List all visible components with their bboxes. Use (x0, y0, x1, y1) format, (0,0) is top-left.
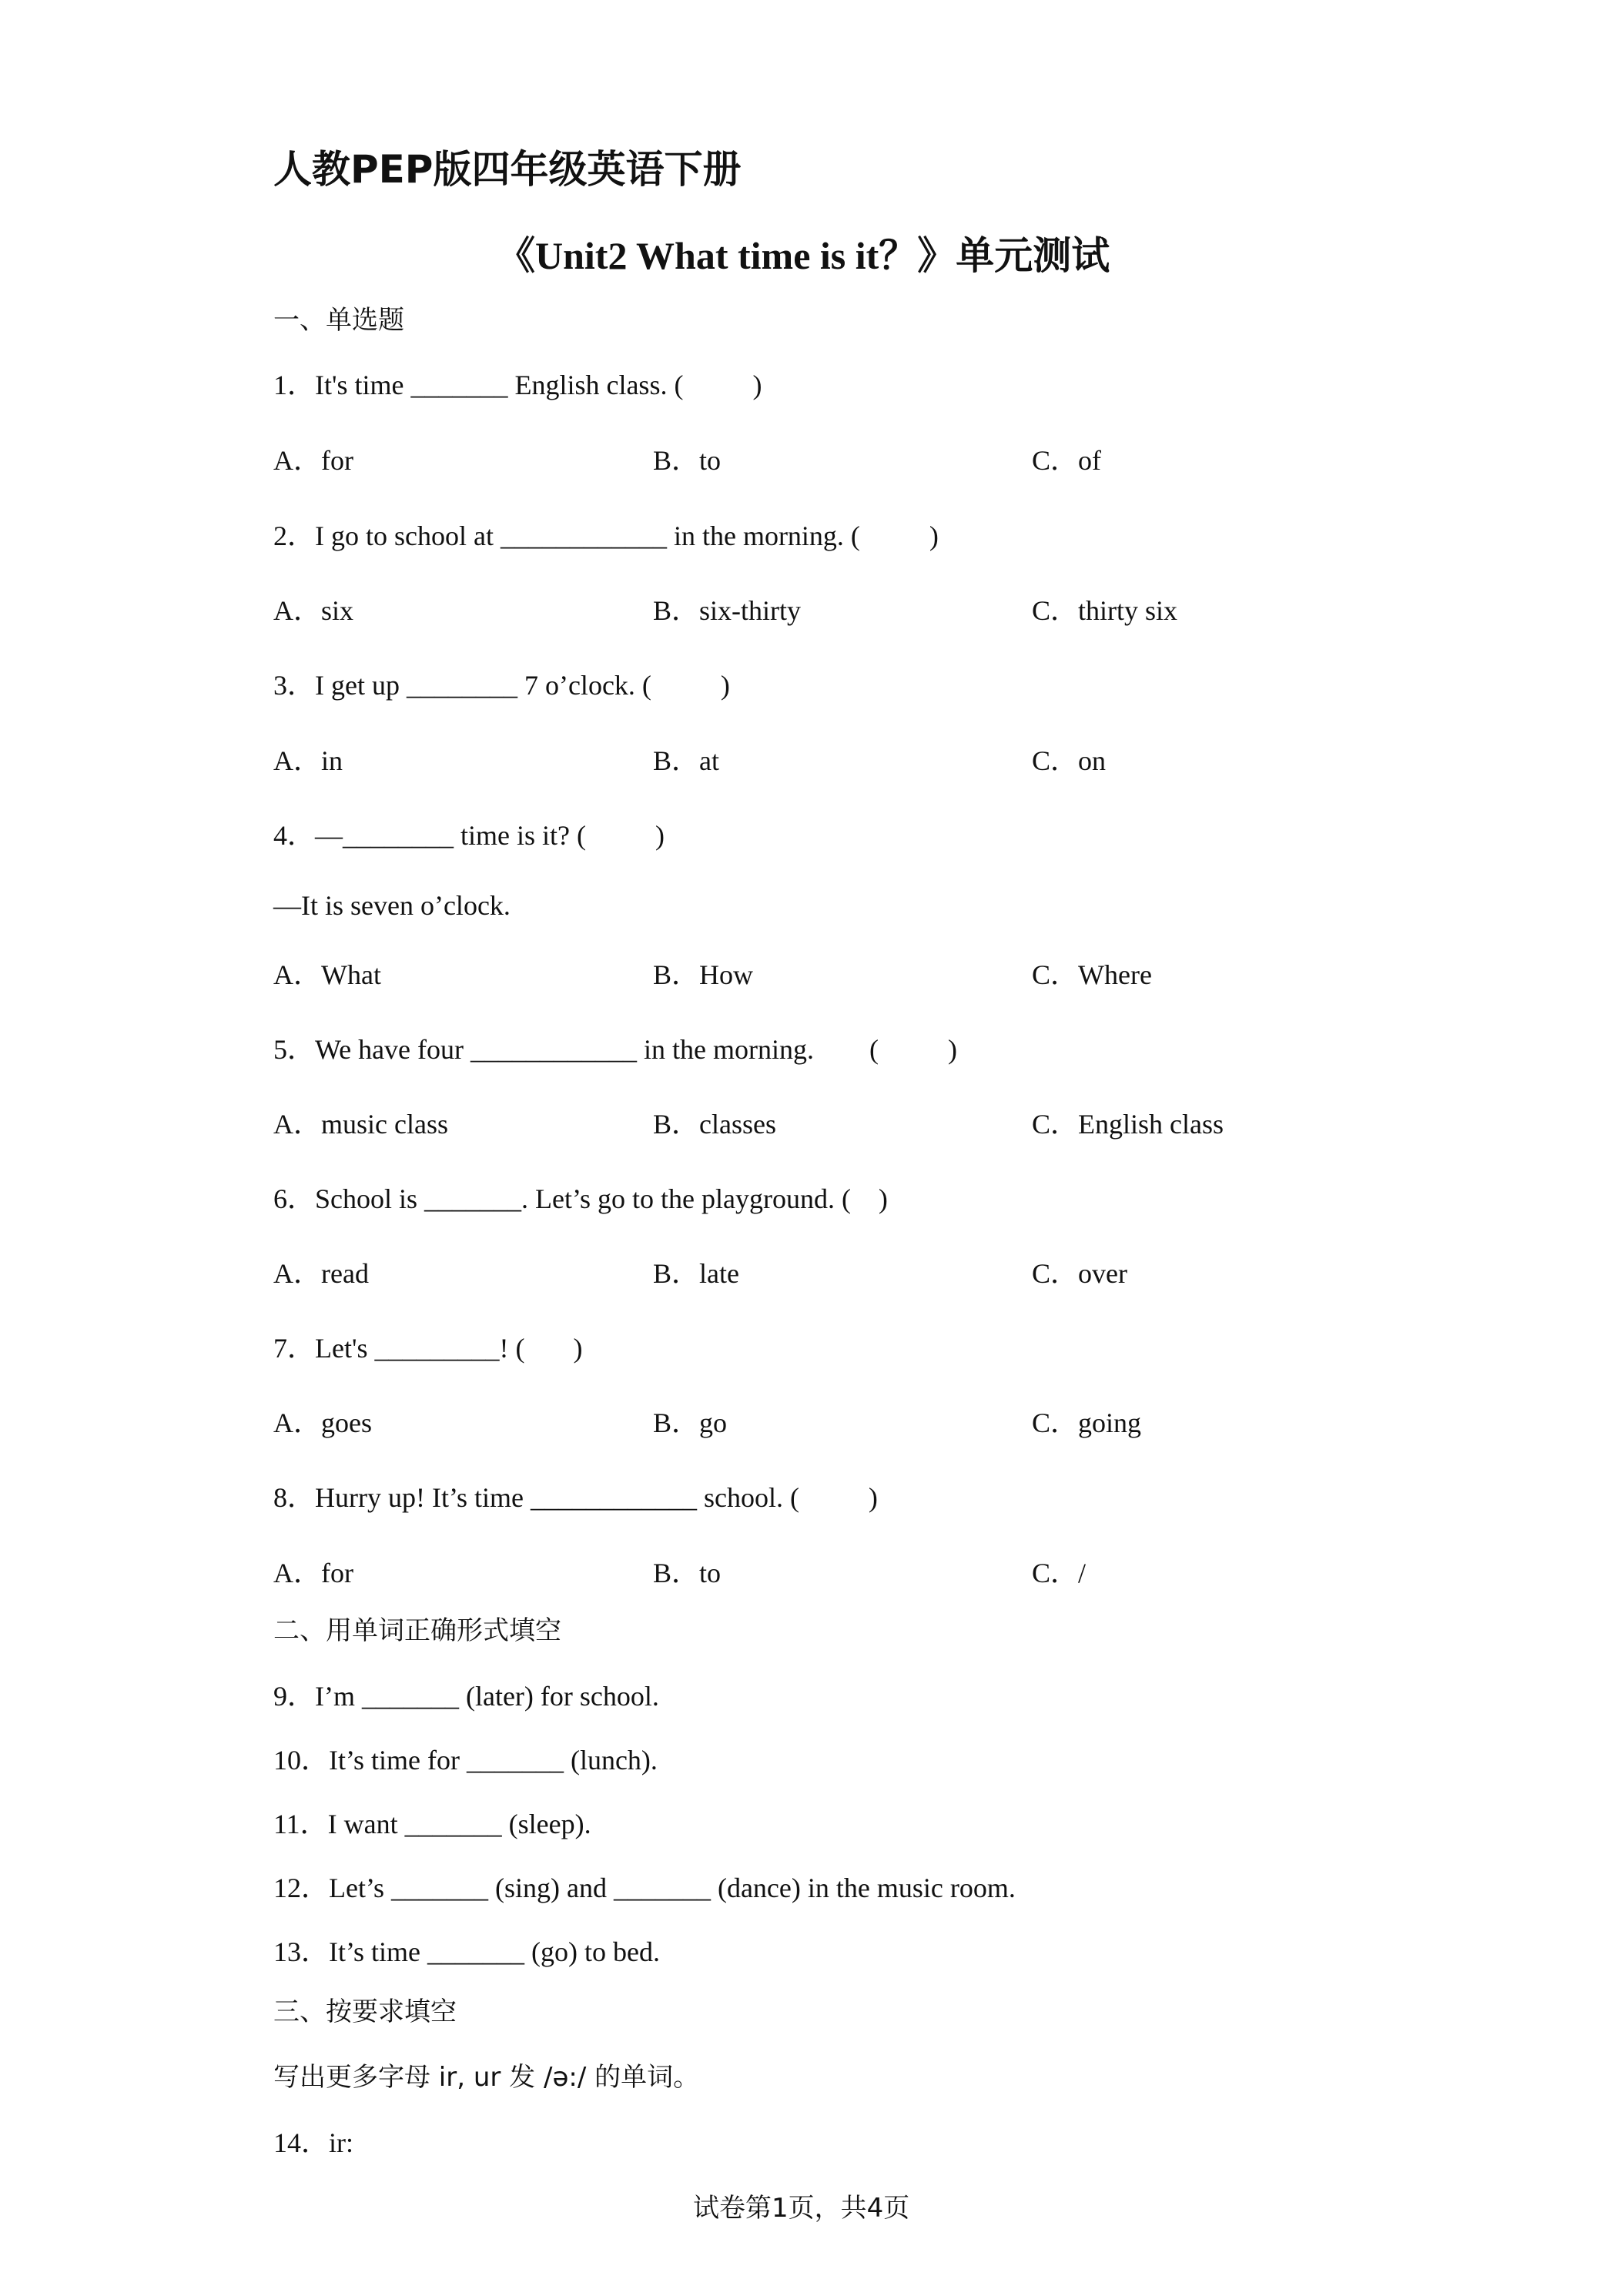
question-6: 6．School is _______. Let’s go to the playground. ( ) (273, 1183, 888, 1214)
question-13: 13．It’s time _______ (go) to bed. (273, 1936, 660, 1967)
option-2c: C．thirty six (1032, 595, 1178, 626)
question-12: 12．Let’s _______ (sing) and _______ (dance) in the music room. (273, 1873, 1016, 1903)
question-4-reply: —It is seven o’clock. (273, 890, 511, 921)
option-3b: B．at (653, 745, 719, 776)
question-11: 11．I want _______ (sleep). (273, 1809, 591, 1839)
option-5c: C．English class (1032, 1109, 1224, 1140)
option-1b: B．to (653, 445, 722, 476)
option-6c: C．over (1032, 1258, 1127, 1289)
question-10: 10．It’s time for _______ (lunch). (273, 1745, 658, 1776)
question-5: 5．We have four ____________ in the morning. ( ) (273, 1034, 957, 1065)
option-5a: A．music class (273, 1109, 448, 1140)
question-2: 2．I go to school at ____________ in the morning. ( ) (273, 520, 939, 551)
option-5b: B．classes (653, 1109, 776, 1140)
option-7b: B．go (653, 1407, 728, 1438)
question-8: 8．Hurry up! It’s time ____________ school. ( ) (273, 1482, 878, 1513)
option-8b: B．to (653, 1558, 722, 1588)
option-7c: C．going (1032, 1407, 1142, 1438)
option-7a: A．goes (273, 1407, 372, 1438)
option-6a: A．read (273, 1258, 369, 1289)
question-14: 14．ir: (273, 2127, 353, 2158)
option-1a: A．for (273, 445, 353, 476)
section-heading-fill-as-required: 三、按要求填空 (273, 1996, 457, 2027)
question-4: 4．—________ time is it? ( ) (273, 820, 665, 851)
option-2b: B．six-thirty (653, 595, 802, 626)
page-title: 人教PEP版四年级英语下册 (273, 147, 742, 192)
question-7: 7．Let's _________! ( ) (273, 1333, 583, 1364)
option-8c: C．/ (1032, 1558, 1087, 1588)
option-6b: B．late (653, 1258, 739, 1289)
section-heading-single-choice: 一、单选题 (273, 305, 404, 336)
option-1c: C．of (1032, 445, 1102, 476)
question-1: 1．It's time _______ English class. ( ) (273, 370, 762, 400)
instruction-text: 写出更多字母 ir, ur 发 /ə:/ 的单词。 (273, 2062, 700, 2093)
option-3c: C．on (1032, 745, 1107, 776)
page-footer: 试卷第1页，共4页 (693, 2193, 910, 2224)
question-3: 3．I get up ________ 7 o’clock. ( ) (273, 670, 730, 701)
option-2a: A．six (273, 595, 354, 626)
option-4a: A．What (273, 959, 381, 990)
option-3a: A．in (273, 745, 343, 776)
option-4b: B．How (653, 959, 754, 990)
page-subtitle: 《Unit2 What time is it？》单元测试 (497, 234, 1110, 277)
section-heading-fill-word-form: 二、用单词正确形式填空 (273, 1615, 561, 1646)
option-4c: C．Where (1032, 959, 1152, 990)
question-9: 9．I’m _______ (later) for school. (273, 1681, 659, 1712)
option-8a: A．for (273, 1558, 353, 1588)
